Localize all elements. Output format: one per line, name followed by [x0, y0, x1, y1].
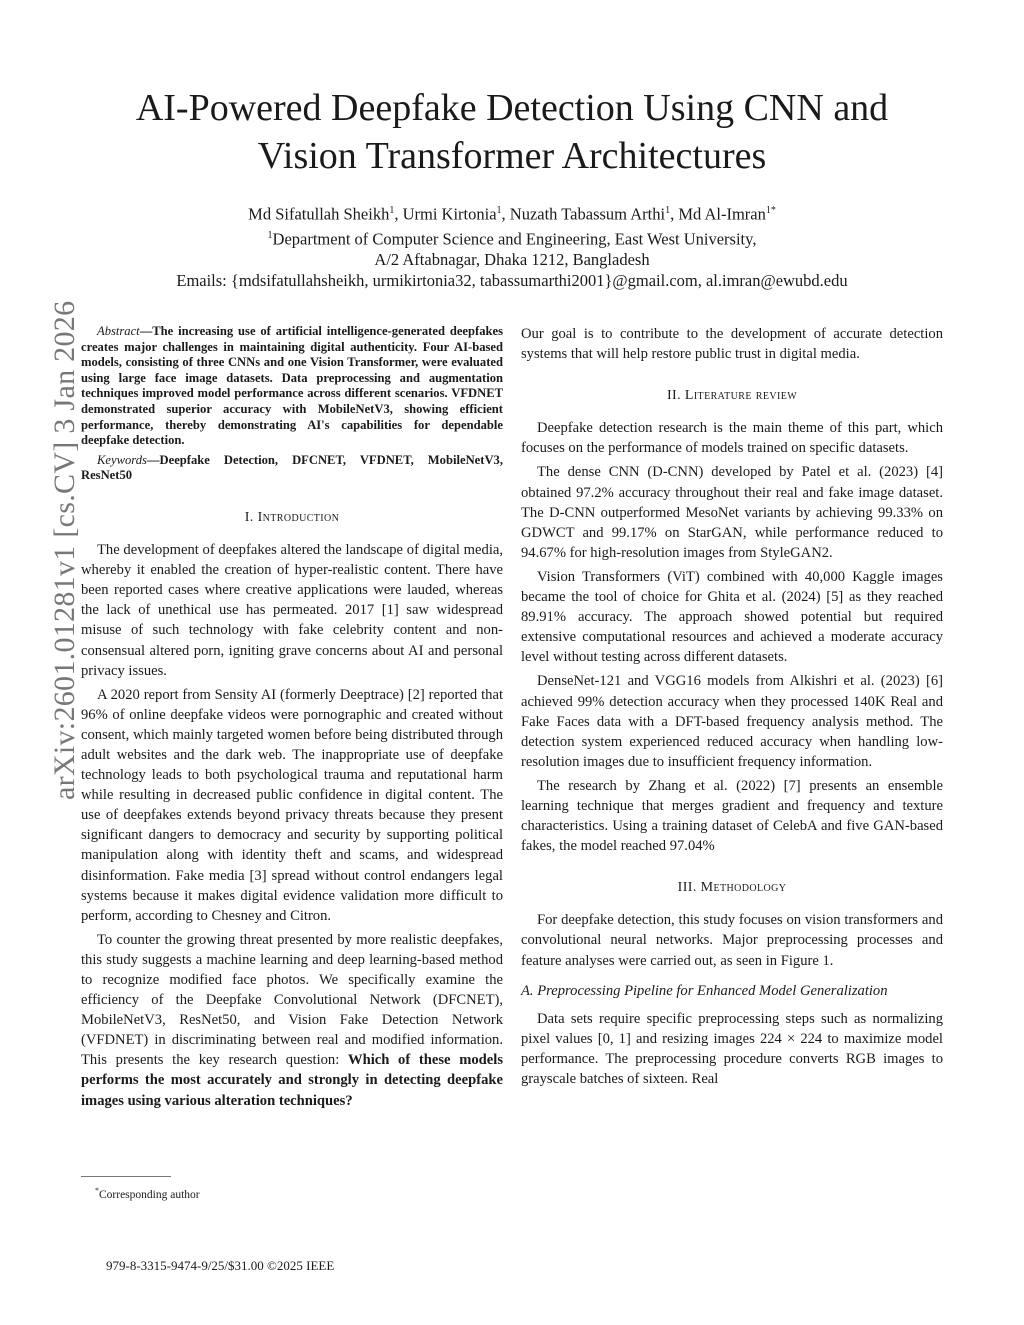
keywords-text: —Deepfake Detection, DFCNET, VFDNET, MobileNetV3, ResNet50	[81, 452, 503, 483]
body-paragraph: Data sets require specific preprocessing steps such as normalizing pixel values [0, 1] and resizing images 224 × 224 to maximize model performance. The preprocessing procedure converts RGB images to grayscale batches of sixteen. Real	[521, 1010, 943, 1087]
author-name: Urmi Kirtonia	[402, 204, 497, 224]
abstract-label: Abstract	[97, 324, 140, 338]
body-paragraph: Our goal is to contribute to the development of accurate detection systems that will help restore public trust in digital media.	[521, 326, 943, 363]
keywords	[81, 453, 503, 484]
author-affil-mark: 1*	[765, 205, 776, 216]
author-affil-mark: 1	[389, 205, 395, 216]
body-paragraph: The research by Zhang et al. (2022) [7] presents an ensemble learning technique that merges gradient and frequency and texture characteristics. Using a training dataset of CelebA and five GAN-based fakes, the model reached 97.04%	[521, 777, 943, 855]
affiliation-line-2: A/2 Aftabnagar, Dhaka 1212, Bangladesh	[374, 250, 650, 269]
body-paragraph: For deepfake detection, this study focuses on vision transformers and convolutional neural networks. Major preprocessing processes and feature analyses were carried out, as seen in Figure 1.	[521, 912, 943, 969]
footnote-text: Corresponding author	[99, 1188, 200, 1201]
paper-title	[80, 84, 944, 180]
arxiv-identifier-stamp: arXiv:2601.01281v1 [cs.CV] 3 Jan 2026	[48, 300, 81, 800]
body-paragraph: DenseNet-121 and VGG16 models from Alkishri et al. (2023) [6] achieved 99% detection accuracy when they processed 140K Real and Fake Faces data with a DFT-based frequency analysis method. The detection system experienced reduced accuracy when handling low-resolution images due to insufficient frequency information.	[521, 673, 943, 770]
section-heading-literature-review: II. Literature review	[666, 388, 798, 404]
author-names: Md Sifatullah Sheikh$^1$, Urmi Kirtonia$^1$, Nuzath Tabassum Arthi$^1$, Md Al-Imran$^{1*}$	[248, 204, 776, 224]
abstract-text: —The increasing use of artificial intelligence-generated deepfakes creates major challenges in maintaining digital authenticity. Four AI-based models, consisting of three CNNs and one Vision Transformer, were evaluated using large face image datasets. Data preprocessing and augmentation techniques improved model performance across different scenarios. VFDNET demonstrated superior accuracy with MobileNetV3, showing efficient performance, thereby demonstrating AI's capabilities for dependable deepfake detection.	[81, 324, 503, 448]
author-emails: Emails: {mdsifatullahsheikh, urmikirtonia32, tabassumarthi2001}@gmail.com, al.imran@ewubd.edu	[176, 271, 848, 290]
author-name: Md Al-Imran	[678, 204, 766, 224]
affiliation-text: Department of Computer Science and Engineering, East West University,	[272, 229, 757, 248]
keywords-label: Keywords	[97, 452, 147, 467]
affiliation-mark: 1	[267, 229, 273, 241]
title-line-2: Vision Transformer Architectures	[257, 135, 767, 177]
research-question-lead: To counter the growing threat presented by more realistic deepfakes, this study suggests a machine learning and deep learning-based method to recognize modified face photos. We specifically examine the efficiency of the Deepfake Convolutional Network (DFCNET), MobileNetV3, ResNet50, and Vision Fake Detection Network (VFDNET) in discriminating between real and modified information. This presents the key research question:	[81, 931, 503, 1069]
author-block	[80, 200, 944, 291]
section-heading-introduction: I. Introduction	[244, 509, 340, 525]
body-paragraph: The development of deepfakes altered the landscape of digital media, whereby it enabled the creation of hyper-realistic content. There have been reported cases where creative applications were lauded, whereas the lack of unethical use has permeated. 2017 [1] saw widespread misuse of such technology with fake celebrity content and non-consensual altered porn, igniting grave concerns about AI and personal privacy issues.	[81, 542, 503, 679]
copyright-notice: 979-8-3315-9474-9/25/$31.00 ©2025 IEEE	[106, 1258, 335, 1273]
section-heading-methodology: III. Methodology	[677, 880, 787, 896]
body-paragraph: A 2020 report from Sensity AI (formerly Deeptrace) [2] reported that 96% of online deepfake videos were pornographic and created without consent, which mainly targeted women before being distributed through adult websites and the dark web. The inappropriate use of deepfake technology leads to both psychological trauma and reputational harm while resulting in decreased public confidence in digital content. The use of deepfakes extends beyond privacy threats because they present significant dangers to democracy and security by supporting political manipulation along with identity theft and scams, and widespread disinformation. Fake media [3] spread without control endangers legal systems because it makes digital evidence validation more difficult to perform, according to Chesney and Citron.	[81, 686, 503, 924]
left-column	[81, 324, 503, 1115]
body-paragraph	[81, 930, 503, 1111]
author-affil-mark: 1	[665, 205, 671, 216]
author-name: Md Sifatullah Sheikh	[248, 204, 390, 224]
body-paragraph: Vision Transformers (ViT) combined with 40,000 Kaggle images became the tool of choice for Ghita et al. (2024) [5] as they reached 89.91% accuracy. The approach showed potential but required extensive computational resources and achieved a moderate accuracy level without testing across different datasets.	[521, 568, 943, 666]
footnote-divider	[81, 1176, 171, 1177]
title-line-1: AI-Powered Deepfake Detection Using CNN and	[135, 87, 889, 129]
footnote	[95, 1186, 200, 1201]
footnote-mark: *	[95, 1186, 99, 1195]
body-paragraph: Deepfake detection research is the main theme of this part, which focuses on the performance of models trained on specific datasets.	[521, 420, 943, 457]
subsection-heading: A. Preprocessing Pipeline for Enhanced Model Generalization	[521, 982, 888, 999]
affiliation-line-1	[80, 225, 944, 250]
author-affil-mark: 1	[496, 205, 502, 216]
body-paragraph: The dense CNN (D-CNN) developed by Patel et al. (2023) [4] obtained 97.2% accuracy throughout their real and fake image dataset. The D-CNN outperformed MesoNet variants by achieving 99.33% on GDWCT and 99.17% on StarGAN, while performance reduced to 94.67% for high-resolution images from StyleGAN2.	[521, 464, 943, 561]
right-column	[521, 324, 943, 1093]
research-question: Which of these models performs the most accurately and strongly in detecting deepfake images using various alteration techniques?	[81, 1052, 503, 1109]
author-name: Nuzath Tabassum Arthi	[509, 204, 666, 224]
abstract	[81, 324, 503, 449]
